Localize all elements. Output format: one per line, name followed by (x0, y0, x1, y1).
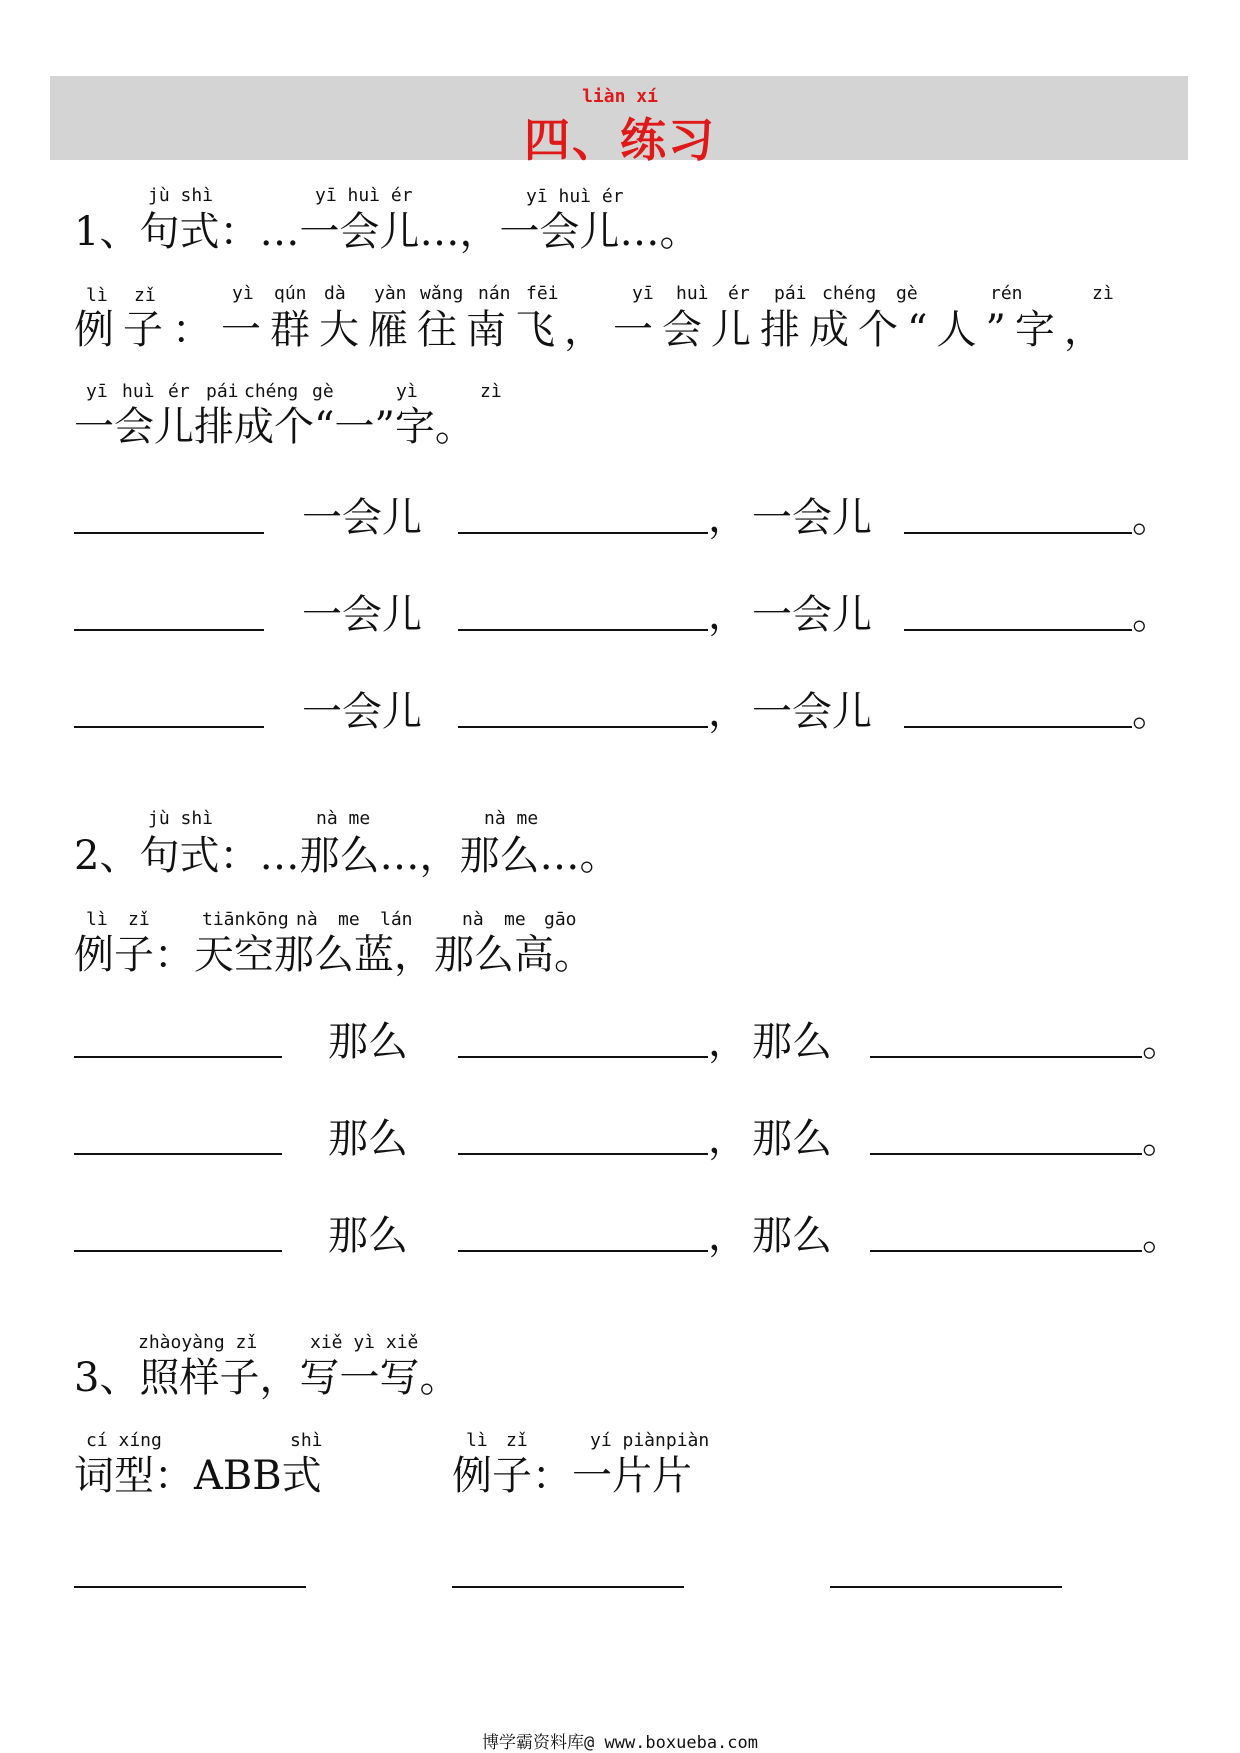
fill-blank[interactable] (870, 1250, 1142, 1252)
pinyin: qún (274, 283, 307, 304)
pinyin: nà me (484, 808, 539, 829)
keyword: 那么 (752, 1116, 832, 1162)
fill-blank[interactable] (74, 629, 264, 631)
period: 。 (1142, 1116, 1182, 1162)
keyword: 一会儿 (752, 495, 872, 541)
fill-blank[interactable] (870, 1153, 1142, 1155)
section3-example: 例子：一片片 (452, 1453, 692, 1499)
pinyin: gāo (544, 909, 577, 930)
keyword: 那么 (328, 1213, 408, 1259)
pinyin: lì (466, 1430, 488, 1451)
page-title: 四、练习 (524, 113, 716, 167)
fill-blank[interactable] (870, 1056, 1142, 1058)
fill-blank[interactable] (904, 726, 1132, 728)
word-type: 词型：ABB式 (74, 1453, 322, 1499)
pinyin: xiě yì xiě (310, 1332, 419, 1353)
fill-blank[interactable] (74, 532, 264, 534)
keyword: 一会儿 (752, 592, 872, 638)
comma: ， (708, 1213, 748, 1259)
period: 。 (1142, 1019, 1182, 1065)
pinyin: lì (86, 909, 108, 930)
keyword: 那么 (328, 1019, 408, 1065)
fill-blank[interactable] (74, 1586, 306, 1588)
pinyin: yì (232, 283, 254, 304)
pinyin: tiānkōng (202, 909, 289, 930)
comma: ， (708, 495, 748, 541)
section2-example: 例子：天空那么蓝，那么高。 (74, 932, 594, 978)
keyword: 一会儿 (302, 592, 422, 638)
pinyin: shì (290, 1430, 323, 1451)
pinyin: dà (324, 283, 346, 304)
pinyin: nán (478, 283, 511, 304)
fill-blank[interactable] (74, 1250, 282, 1252)
keyword: 那么 (752, 1019, 832, 1065)
keyword: 一会儿 (302, 689, 422, 735)
pinyin: me (338, 909, 360, 930)
section1-example-line1: 例子：一群大雁往南飞，一会儿排成个“人”字， (74, 307, 1113, 353)
pinyin: chéng (244, 381, 299, 402)
pinyin: nà (462, 909, 484, 930)
fill-blank[interactable] (458, 1153, 708, 1155)
pinyin: zì (1092, 283, 1114, 304)
fill-blank[interactable] (458, 532, 708, 534)
pinyin: huì (676, 283, 709, 304)
period: 。 (1132, 592, 1172, 638)
keyword: 那么 (752, 1213, 832, 1259)
pinyin: lì (86, 285, 108, 306)
pinyin: yī (632, 283, 654, 304)
pinyin: yī (86, 381, 108, 402)
pinyin: zì (480, 381, 502, 402)
fill-blank[interactable] (830, 1586, 1062, 1588)
fill-blank[interactable] (458, 629, 708, 631)
pinyin: ér (728, 283, 750, 304)
fill-blank[interactable] (904, 532, 1132, 534)
pinyin: gè (896, 283, 918, 304)
pinyin: nà (296, 909, 318, 930)
comma: ， (708, 689, 748, 735)
pinyin: gè (312, 381, 334, 402)
fill-blank[interactable] (452, 1586, 684, 1588)
fill-blank[interactable] (458, 1250, 708, 1252)
pinyin: ér (168, 381, 190, 402)
pinyin: zhàoyàng zǐ (138, 1332, 258, 1353)
title-pinyin: liàn xí (582, 86, 658, 107)
fill-blank[interactable] (74, 1153, 282, 1155)
pinyin: huì (122, 381, 155, 402)
comma: ， (708, 1019, 748, 1065)
pinyin: wǎng (420, 283, 464, 304)
keyword: 一会儿 (302, 495, 422, 541)
pinyin: chéng (822, 283, 877, 304)
comma: ， (708, 1116, 748, 1162)
pinyin: yàn (374, 283, 407, 304)
pinyin: zǐ (134, 285, 156, 306)
section2-heading: 2、句式：…那么…，那么…。 (74, 833, 620, 879)
pinyin: jù shì (148, 185, 214, 206)
pinyin: pái (774, 283, 807, 304)
pinyin: yì (396, 381, 418, 402)
pinyin: fēi (526, 283, 559, 304)
pinyin: yī huì ér (526, 186, 624, 207)
period: 。 (1132, 689, 1172, 735)
period: 。 (1132, 495, 1172, 541)
fill-blank[interactable] (904, 629, 1132, 631)
fill-blank[interactable] (458, 726, 708, 728)
fill-blank[interactable] (74, 1056, 282, 1058)
comma: ， (708, 592, 748, 638)
pinyin: cí xíng (86, 1430, 162, 1451)
section3-heading: 3、照样子，写一写。 (74, 1355, 460, 1401)
pinyin: yí piànpiàn (590, 1430, 710, 1451)
pinyin: jù shì (148, 808, 214, 829)
pinyin: zǐ (128, 909, 150, 930)
keyword: 那么 (328, 1116, 408, 1162)
section1-example-line2: 一会儿排成个“一”字。 (74, 404, 475, 450)
period: 。 (1142, 1213, 1182, 1259)
pinyin: pái (206, 381, 239, 402)
pinyin: lán (380, 909, 413, 930)
pinyin: rén (990, 283, 1023, 304)
section1-heading: 1、句式：…一会儿…，一会儿…。 (74, 209, 700, 255)
pinyin: yī huì ér (315, 185, 413, 206)
fill-blank[interactable] (458, 1056, 708, 1058)
pinyin: zǐ (506, 1430, 528, 1451)
footer-watermark: 博学霸资料库@ www.boxueba.com (482, 1733, 758, 1753)
fill-blank[interactable] (74, 726, 264, 728)
pinyin: me (504, 909, 526, 930)
pinyin: nà me (316, 808, 371, 829)
keyword: 一会儿 (752, 689, 872, 735)
